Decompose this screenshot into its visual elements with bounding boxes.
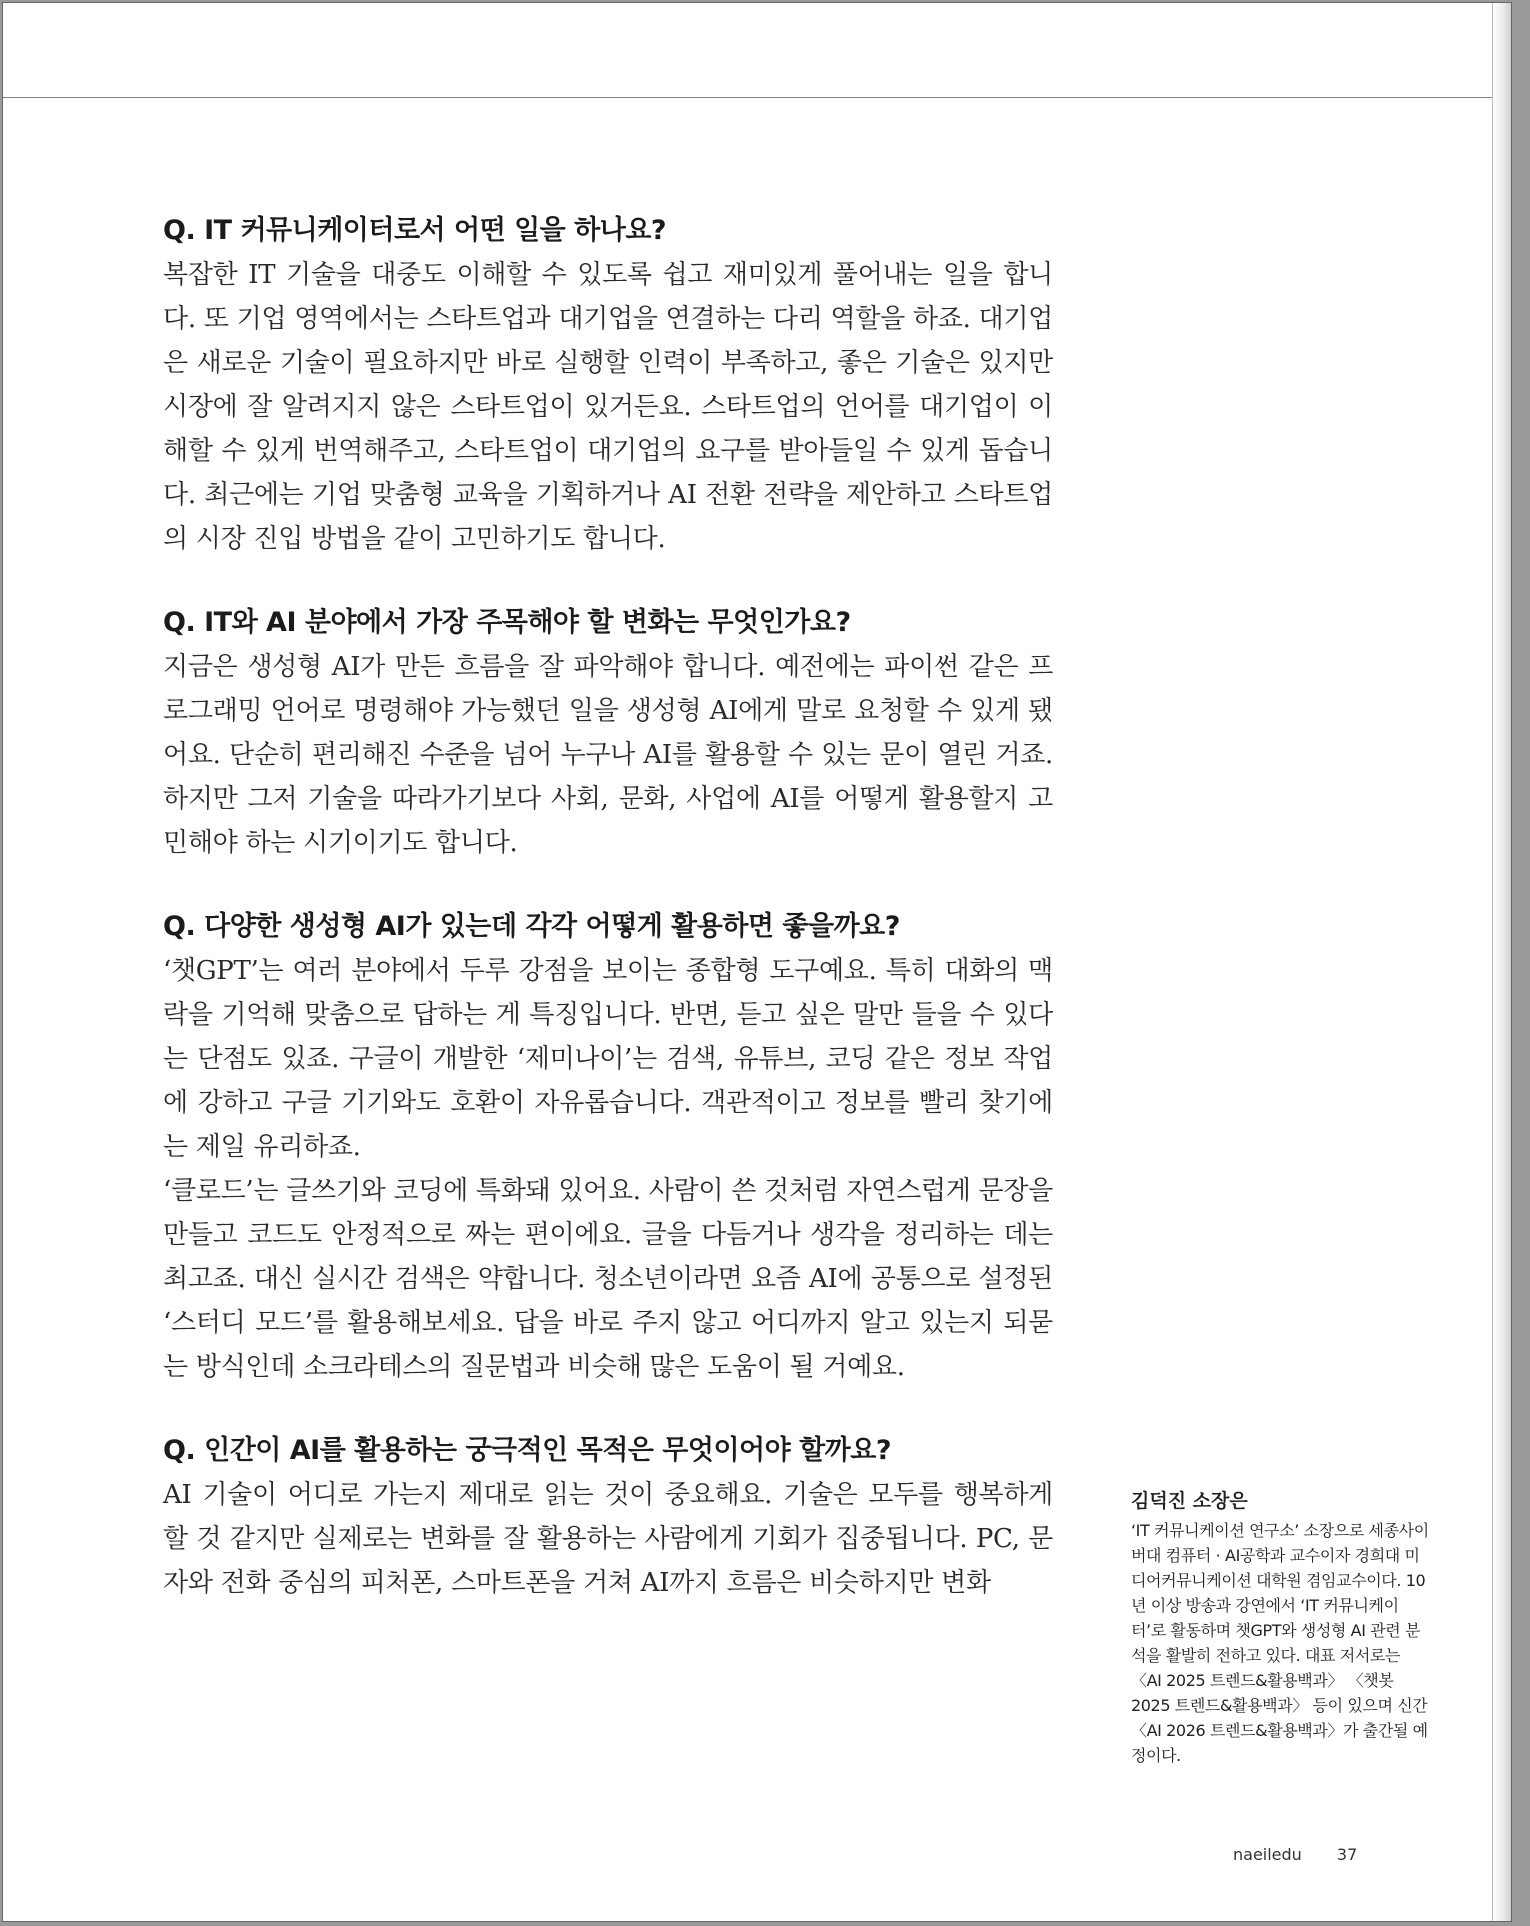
answer-paragraph: ‘챗GPT’는 여러 분야에서 두루 강점을 보이는 종합형 도구예요. 특히 대화의 맥락을 기억해 맞춤으로 답하는 게 특징입니다. 반면, 듣고 싶은 말만 들을 수 있다는 단점도 있죠. 구글이 개발한 ‘제미나이’는 검색, 유튜브, 코딩 같은 정보 작업에 강하고 구글 기기와도 호환이 자유롭습니다. 객관적이고 정보를 빨리 찾기에는 제일 유리하죠. bbox=[163, 956, 1053, 1162]
qa-section-4 bbox=[163, 1429, 1053, 1605]
author-profile bbox=[1131, 1488, 1431, 1768]
question-heading: Q. IT와 AI 분야에서 가장 주목해야 할 변화는 무엇인가요? bbox=[163, 607, 851, 638]
qa-section-3 bbox=[163, 905, 1053, 1389]
page-footer bbox=[1233, 1845, 1357, 1864]
page-edge bbox=[1492, 3, 1511, 1922]
answer-paragraph: ‘클로드’는 글쓰기와 코딩에 특화돼 있어요. 사람이 쓴 것처럼 자연스럽게 문장을 만들고 코드도 안정적으로 짜는 편이에요. 글을 다듬거나 생각을 정리하는 데는 최고죠. 대신 실시간 검색은 약합니다. 청소년이라면 요즘 AI에 공통으로 설정된 ‘스터디 모드’를 활용해보세요. 답을 바로 주지 않고 어디까지 알고 있는지 되묻는 방식인데 소크라테스의 질문법과 비슷해 많은 도움이 될 거예요. bbox=[163, 1176, 1053, 1382]
question-heading: Q. 다양한 생성형 AI가 있는데 각각 어떻게 활용하면 좋을까요? bbox=[163, 911, 900, 942]
question-heading: Q. 인간이 AI를 활용하는 궁극적인 목적은 무엇이어야 할까요? bbox=[163, 1435, 891, 1466]
answer-paragraph: 지금은 생성형 AI가 만든 흐름을 잘 파악해야 합니다. 예전에는 파이썬 같은 프로그래밍 언어로 명령해야 가능했던 일을 생성형 AI에게 말로 요청할 수 있게 됐어요. 단순히 편리해진 수준을 넘어 누구나 AI를 활용할 수 있는 문이 열린 거죠. 하지만 그저 기술을 따라가기보다 사회, 문화, 사업에 AI를 어떻게 활용할지 고민해야 하는 시기이기도 합니다. bbox=[163, 652, 1053, 858]
page-number: 37 bbox=[1336, 1845, 1358, 1864]
profile-name: 김덕진 소장은 bbox=[1131, 1490, 1248, 1512]
magazine-page bbox=[2, 2, 1512, 1922]
top-rule bbox=[3, 97, 1511, 98]
answer-paragraph: AI 기술이 어디로 가는지 제대로 읽는 것이 중요해요. 기술은 모두를 행복하게 할 것 같지만 실제로는 변화를 잘 활용하는 사람에게 기회가 집중됩니다. PC, 문자와 전화 중심의 피처폰, 스마트폰을 거쳐 AI까지 흐름은 비슷하지만 변화 bbox=[163, 1480, 1053, 1598]
qa-section-1 bbox=[163, 209, 1053, 561]
interview-body bbox=[163, 209, 1053, 1645]
answer-paragraph: 복잡한 IT 기술을 대중도 이해할 수 있도록 쉽고 재미있게 풀어내는 일을 합니다. 또 기업 영역에서는 스타트업과 대기업을 연결하는 다리 역할을 하죠. 대기업은 새로운 기술이 필요하지만 바로 실행할 인력이 부족하고, 좋은 기술은 있지만 시장에 잘 알려지지 않은 스타트업이 있거든요. 스타트업의 언어를 대기업이 이해할 수 있게 번역해주고, 스타트업이 대기업의 요구를 받아들일 수 있게 돕습니다. 최근에는 기업 맞춤형 교육을 기획하거나 AI 전환 전략을 제안하고 스타트업의 시장 진입 방법을 같이 고민하기도 합니다. bbox=[163, 260, 1053, 554]
profile-bio: ‘IT 커뮤니케이션 연구소’ 소장으로 세종사이버대 컴퓨터 · AI공학과 교수이자 경희대 미디어커뮤니케이션 대학원 겸임교수이다. 10년 이상 방송과 강연에서 ‘IT 커뮤니케이터’로 활동하며 챗GPT와 생성형 AI 관련 분석을 활발히 전하고 있다. 대표 저서로는 〈AI 2025 트렌드&활용백과〉 〈챗봇 2025 트렌드&활용백과〉 등이 있으며 신간 〈AI 2026 트렌드&활용백과〉가 출간될 예정이다. bbox=[1131, 1521, 1429, 1765]
question-heading: Q. IT 커뮤니케이터로서 어떤 일을 하나요? bbox=[163, 215, 667, 246]
qa-section-2 bbox=[163, 601, 1053, 865]
footer-brand: naeiledu bbox=[1233, 1845, 1302, 1864]
